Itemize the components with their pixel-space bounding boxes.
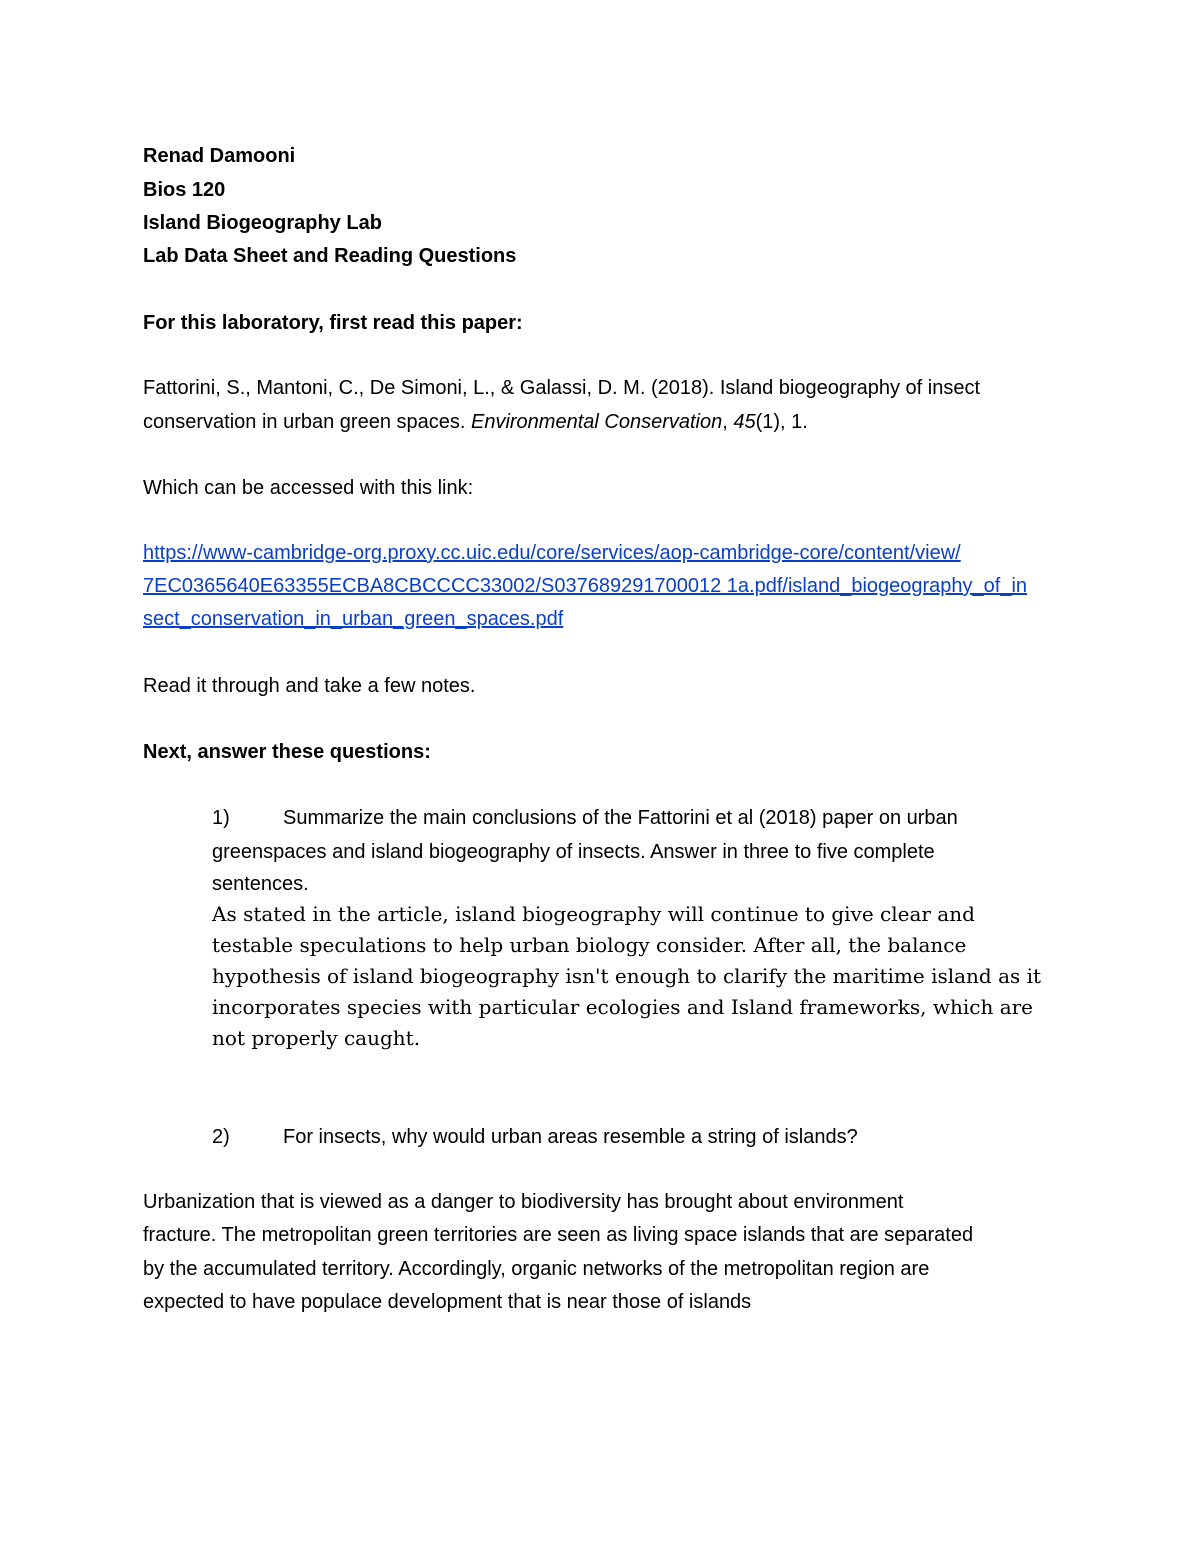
citation-line-2 [143, 409, 808, 435]
question-2-number: 2) [212, 1126, 230, 1148]
citation-text: conservation in urban green spaces. [143, 411, 471, 433]
paper-link-line-3[interactable]: sect_conservation_in_urban_green_spaces.pdf [143, 608, 564, 630]
lab-title: Island Biogeography Lab [143, 212, 382, 234]
answer-2-line-1: Urbanization that is viewed as a danger to biodiversity has brought about environment [143, 1191, 904, 1213]
question-1-text-line-1: Summarize the main conclusions of the Fattorini et al (2018) paper on urban [283, 807, 958, 829]
question-1-text-line-2: greenspaces and island biogeography of insects. Answer in three to five complete [212, 841, 935, 863]
access-text: Which can be accessed with this link: [143, 477, 474, 499]
answer-1-line-5: not properly caught. [212, 1026, 421, 1050]
citation-line-1: Fattorini, S., Mantoni, C., De Simoni, L., & Galassi, D. M. (2018). Island biogeography of insect [143, 377, 981, 399]
question-1-text-line-3: sentences. [212, 873, 309, 895]
citation-volume: 45 [733, 411, 756, 433]
student-name: Renad Damooni [143, 145, 296, 167]
reading-instruction: For this laboratory, first read this paper: [143, 312, 523, 334]
notes-instruction: Read it through and take a few notes. [143, 675, 476, 697]
citation-separator: , [722, 411, 734, 433]
sheet-title: Lab Data Sheet and Reading Questions [143, 245, 517, 267]
paper-link-line-2[interactable]: 7EC0365640E63355ECBA8CBCCCC33002/S037689291700012 1a.pdf/island_biogeography_of_in [143, 575, 1028, 597]
answer-2-line-3: by the accumulated territory. Accordingly, organic networks of the metropolitan region are [143, 1258, 930, 1280]
citation-issue-pages: (1), 1. [755, 411, 808, 433]
answer-1-line-4: incorporates species with particular ecologies and Island frameworks, which are [212, 995, 1034, 1019]
answer-2-line-2: fracture. The metropolitan green territories are seen as living space islands that are separated [143, 1224, 974, 1246]
course-name: Bios 120 [143, 179, 226, 201]
paper-link-line-1[interactable]: https://www-cambridge-org.proxy.cc.uic.edu/core/services/aop-cambridge-core/content/view/ [143, 542, 961, 564]
question-2-text: For insects, why would urban areas resemble a string of islands? [283, 1126, 858, 1148]
answer-1-line-1: As stated in the article, island biogeography will continue to give clear and [212, 902, 975, 926]
citation-journal: Environmental Conservation [470, 411, 723, 433]
answer-1-line-2: testable speculations to help urban biology consider. After all, the balance [212, 933, 967, 957]
answer-1-line-3: hypothesis of island biogeography isn't enough to clarify the maritime island as it [212, 964, 1042, 988]
questions-heading: Next, answer these questions: [143, 741, 431, 763]
question-1-number: 1) [212, 807, 230, 829]
answer-2-line-4: expected to have populace development that is near those of islands [143, 1291, 752, 1313]
